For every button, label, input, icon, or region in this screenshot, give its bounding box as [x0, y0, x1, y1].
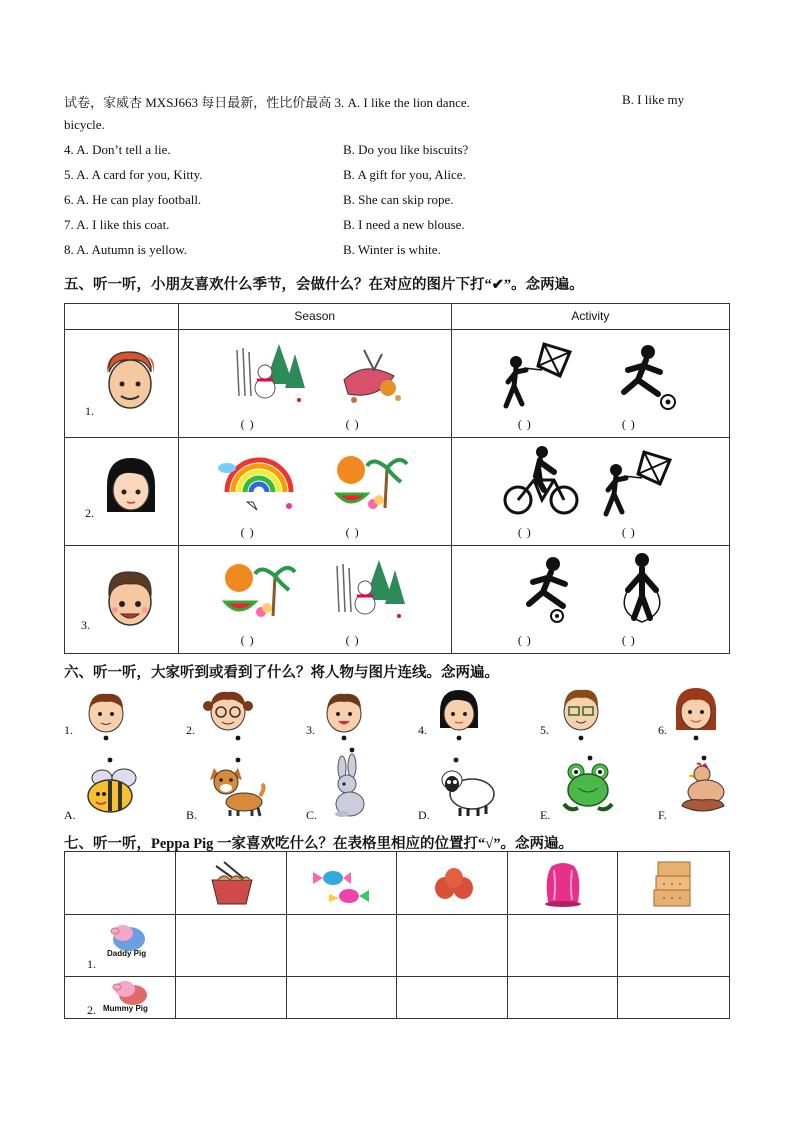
food-preference-table [64, 851, 730, 1019]
item-7-option-a: 7. A. I like this coat. [64, 217, 170, 232]
woman-face-icon[interactable] [674, 686, 718, 742]
person-4-number: 4. [418, 723, 427, 737]
sweets-icon [309, 862, 375, 906]
daddy-pig-cell [65, 915, 176, 977]
daddy-biscuits-cell[interactable] [618, 915, 730, 977]
person-1-number: 1. [64, 723, 73, 737]
biscuits-icon [650, 858, 698, 910]
row-2-season-cell [178, 438, 451, 546]
kite-flying-icon [602, 450, 677, 518]
animal-b-label: B. [186, 808, 198, 822]
girl-black-hair-icon [103, 456, 159, 520]
animal-e-label: E. [540, 808, 551, 822]
item-3-option-b: B. I like my [622, 92, 685, 107]
row-1-season-cell [178, 330, 451, 438]
row-2-activity-2-answer[interactable]: ( ) [621, 525, 636, 539]
bee-icon[interactable] [80, 754, 146, 820]
food-header-empty [65, 852, 176, 915]
item-4-option-b: B. Do you like biscuits? [343, 142, 469, 157]
header-season: Season [178, 304, 451, 330]
row-3-activity-1-answer[interactable]: ( ) [517, 633, 532, 647]
row-2-number: 2. [85, 506, 94, 520]
boy-glasses-face-icon[interactable] [558, 688, 604, 742]
row-3-number: 3. [81, 618, 90, 632]
header-empty-cell [65, 304, 179, 330]
section-5-heading: 五、听一听，小朋友喜欢什么季节，会做什么？在对应的图片下打“✔”。念两遍。 [64, 277, 584, 293]
row-1-number: 1. [85, 404, 94, 418]
mummy-sweets-cell[interactable] [286, 977, 397, 1019]
boy-brown-hair-icon [101, 566, 159, 630]
animal-d-label: D. [418, 808, 430, 822]
row-1-season-2-answer[interactable]: ( ) [345, 417, 360, 431]
boy-smiling-face-icon[interactable] [322, 690, 366, 742]
season-activity-table [64, 303, 730, 654]
row-3-season-2-answer[interactable]: ( ) [345, 633, 360, 647]
row-3-season-1-answer[interactable]: ( ) [240, 633, 255, 647]
daddy-jelly-cell[interactable] [507, 915, 618, 977]
winter-scene-icon [229, 340, 309, 410]
sheep-icon[interactable] [434, 754, 500, 820]
animal-c-label: C. [306, 808, 318, 822]
frog-icon[interactable] [556, 752, 622, 818]
football-icon [507, 554, 587, 624]
row-3-activity-cell [451, 546, 729, 654]
spring-scene-icon [217, 448, 299, 518]
item-3-continuation: bicycle. [64, 117, 105, 132]
boy-face-icon[interactable] [84, 690, 128, 742]
dog-icon[interactable] [200, 754, 268, 820]
daddy-noodles-cell[interactable] [176, 915, 287, 977]
food-header-sweets [286, 852, 397, 915]
cycling-icon [502, 446, 582, 516]
item-6-option-a: 6. A. He can play football. [64, 192, 202, 207]
mummy-pig-icon [111, 979, 151, 1005]
animal-f-label: F. [658, 808, 667, 822]
animal-a-label: A. [64, 808, 76, 822]
eggs-icon [427, 864, 481, 904]
noodles-icon [206, 858, 258, 908]
daddy-pig-number: 1. [87, 957, 96, 971]
mummy-pig-cell [65, 977, 176, 1019]
mummy-pig-number: 2. [87, 1003, 96, 1017]
boy-red-hair-icon [101, 348, 159, 414]
row-3-activity-2-answer[interactable]: ( ) [621, 633, 636, 647]
food-header-eggs [397, 852, 508, 915]
girl-face-icon[interactable] [436, 688, 482, 742]
autumn-scene-icon [334, 340, 414, 410]
food-header-biscuits [618, 852, 730, 915]
row-1-activity-2-answer[interactable]: ( ) [621, 417, 636, 431]
daddy-sweets-cell[interactable] [286, 915, 397, 977]
row-2-activity-cell [451, 438, 729, 546]
person-2-number: 2. [186, 723, 195, 737]
row-2-activity-1-answer[interactable]: ( ) [517, 525, 532, 539]
item-5-option-a: 5. A. A card for you, Kitty. [64, 167, 203, 182]
mummy-eggs-cell[interactable] [397, 977, 508, 1019]
section-7-heading: 七、听一听，Peppa Pig 一家喜欢吃什么？在表格里相应的位置打“√”。念两遍。 [64, 836, 574, 852]
person-5-number: 5. [540, 723, 549, 737]
mummy-noodles-cell[interactable] [176, 977, 287, 1019]
summer-scene-icon [217, 556, 297, 626]
person-6-number: 6. [658, 723, 667, 737]
person-3-number: 3. [306, 723, 315, 737]
daddy-pig-label: Daddy Pig [107, 949, 147, 958]
row-2-child-cell [65, 438, 179, 546]
item-4-option-a: 4. A. Don’t tell a lie. [64, 142, 171, 157]
row-1-child-cell [65, 330, 179, 438]
kite-flying-icon [502, 342, 577, 410]
row-3-child-cell [65, 546, 179, 654]
row-2-season-1-answer[interactable]: ( ) [240, 525, 255, 539]
item-3-option-a: 试卷，家威杏 MXSJ663 每日最新，性比价最高 3. A. I like the lion dance. [64, 95, 470, 110]
mummy-biscuits-cell[interactable] [618, 977, 730, 1019]
mummy-jelly-cell[interactable] [507, 977, 618, 1019]
food-header-jelly [507, 852, 618, 915]
row-3-season-cell [178, 546, 451, 654]
item-5-option-b: B. A gift for you, Alice. [343, 167, 466, 182]
item-6-option-b: B. She can skip rope. [343, 192, 454, 207]
daddy-eggs-cell[interactable] [397, 915, 508, 977]
item-8-option-a: 8. A. Autumn is yellow. [64, 242, 188, 257]
football-icon [602, 342, 682, 412]
food-header-noodles [176, 852, 287, 915]
summer-scene-icon [329, 448, 409, 518]
item-8-option-b: B. Winter is white. [343, 242, 441, 257]
row-1-activity-1-answer[interactable]: ( ) [517, 417, 532, 431]
row-1-activity-cell [451, 330, 729, 438]
header-activity: Activity [451, 304, 729, 330]
section-6-heading: 六、听一听，大家听到或看到了什么？将人物与图片连线。念两遍。 [64, 665, 499, 681]
mummy-pig-label: Mummy Pig [103, 1004, 148, 1013]
winter-scene-icon [329, 556, 409, 626]
skipping-rope-icon [612, 552, 672, 624]
item-7-option-b: B. I need a new blouse. [343, 217, 465, 232]
row-2-season-2-answer[interactable]: ( ) [345, 525, 360, 539]
hen-icon[interactable] [674, 752, 730, 818]
jelly-icon [540, 858, 586, 908]
rabbit-icon[interactable] [322, 744, 372, 820]
girl-glasses-face-icon[interactable] [202, 688, 254, 742]
row-1-season-1-answer[interactable]: ( ) [240, 417, 255, 431]
